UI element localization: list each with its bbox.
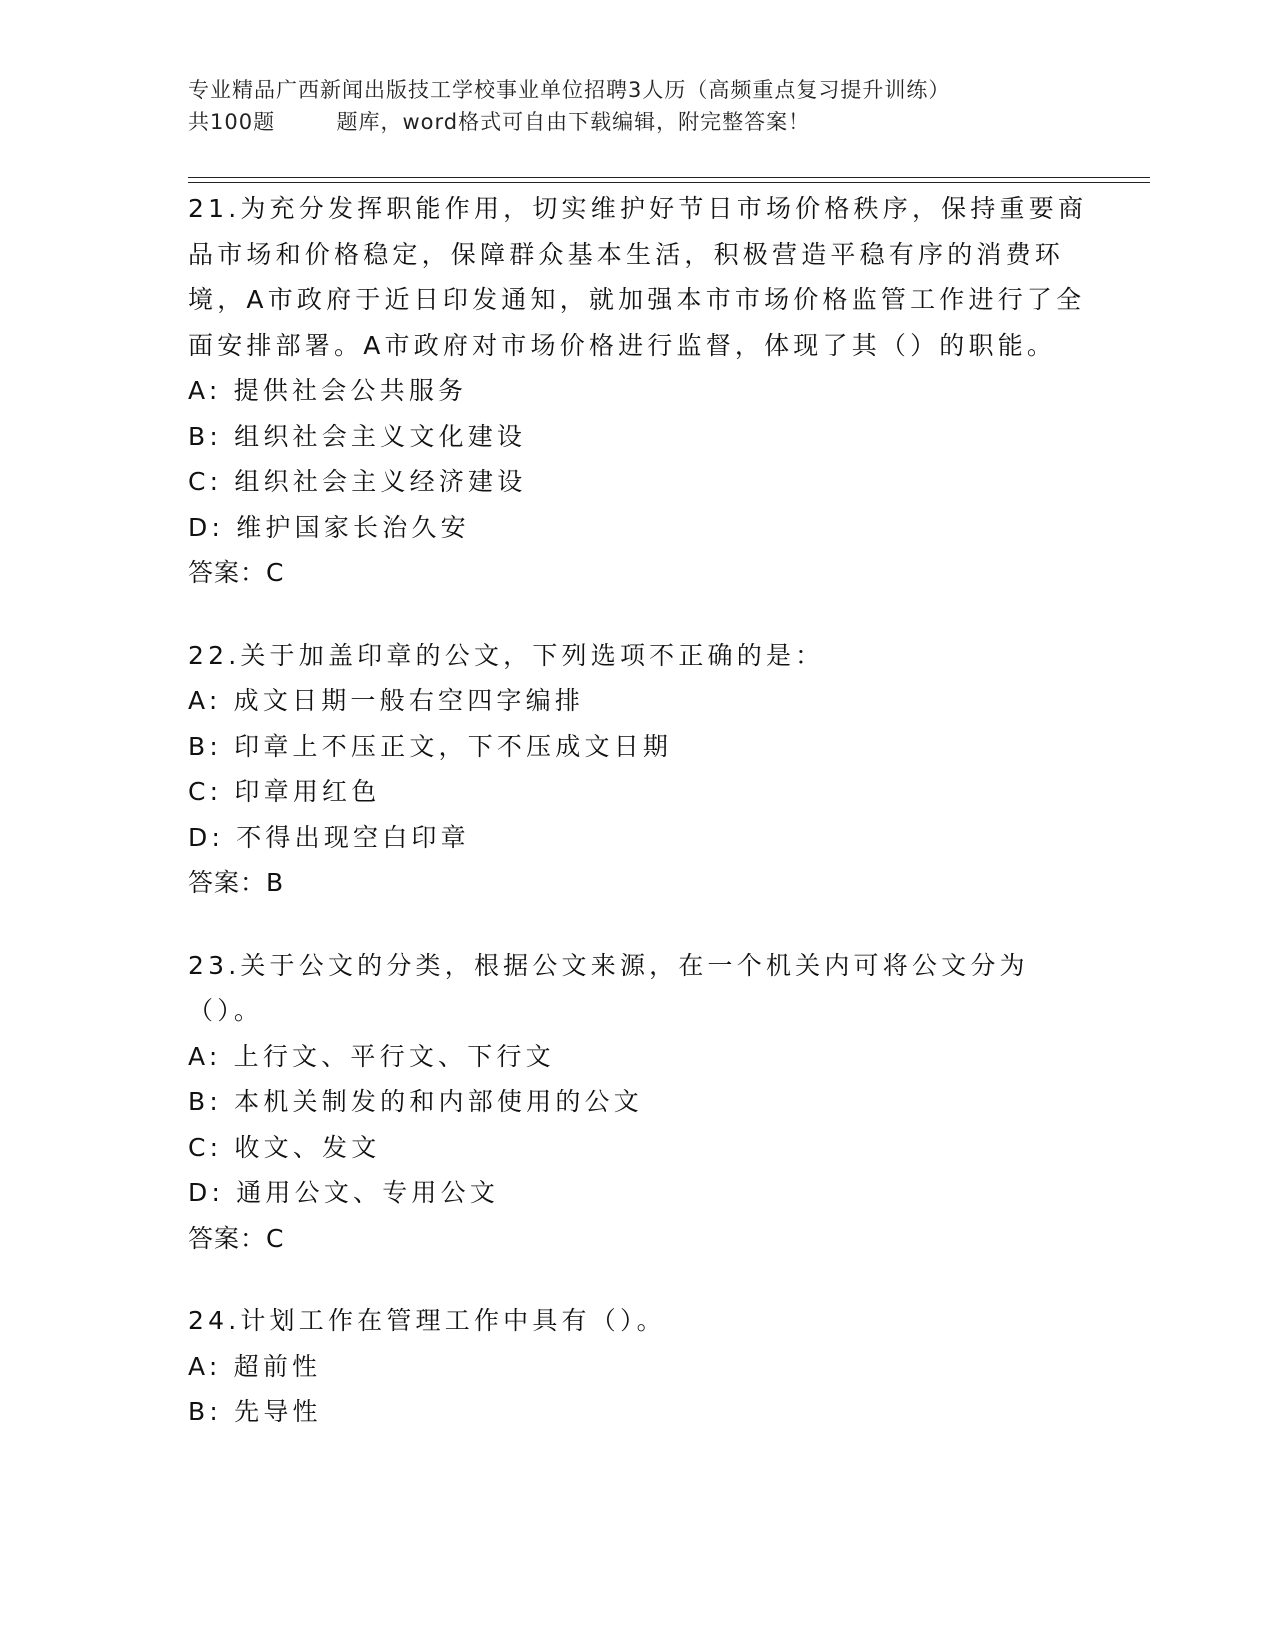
header-title-line2: 共100题 题库，word格式可自由下载编辑，附完整答案！ (188, 110, 811, 134)
answer: 答案：C (188, 558, 285, 587)
answer: 答案：C (188, 1223, 285, 1253)
question-list (188, 186, 1088, 1472)
option-b: B: 组织社会主义文化建设 (188, 421, 527, 451)
option-d: D: 维护国家长治久安 (188, 512, 470, 542)
header-title-line1: 专业精品广西新闻出版技工学校事业单位招聘3人历（高频重点复习提升训练） (188, 78, 951, 102)
question-21 (188, 186, 1088, 596)
option-a: A: 提供社会公共服务 (188, 376, 468, 405)
option-a: A: 上行文、平行文、下行文 (188, 1041, 555, 1071)
option-d: D: 通用公文、专用公文 (188, 1178, 500, 1207)
question-stem: 22.关于加盖印章的公文，下列选项不正确的是： (188, 640, 825, 670)
option-b: B: 本机关制发的和内部使用的公文 (188, 1087, 643, 1116)
option-b: B: 印章上不压正文，下不压成文日期 (188, 731, 673, 761)
question-stem: 24.计划工作在管理工作中具有（）。 (188, 1306, 666, 1335)
question-stem: 21.为充分发挥职能作用，切实维护好节日市场价格秩序，保持重要商品市场和价格稳定，保障群众基本生活，积极营造平稳有序的消费环境，A市政府于近日印发通知，就加强本市市场价格监管工作进行了全面安排部署。A市政府对市场价格进行监督，体现了其（）的职能。 (188, 194, 1088, 360)
question-22 (188, 633, 1088, 906)
option-c: C: 收文、发文 (188, 1132, 381, 1162)
option-b: B: 先导性 (188, 1397, 322, 1426)
option-c: C: 组织社会主义经济建设 (188, 467, 527, 496)
option-c: C: 印章用红色 (188, 777, 381, 806)
answer: 答案：B (188, 868, 285, 897)
option-d: D: 不得出现空白印章 (188, 822, 470, 852)
header-rule-bottom (188, 182, 1150, 183)
header-rule-top (188, 177, 1150, 178)
document-header (188, 74, 1148, 138)
option-a: A: 成文日期一般右空四字编排 (188, 686, 585, 715)
question-23 (188, 943, 1088, 1262)
question-24 (188, 1298, 1088, 1435)
question-stem: 23.关于公文的分类，根据公文来源，在一个机关内可将公文分为（）。 (188, 950, 1029, 1025)
option-a: A: 超前性 (188, 1351, 322, 1381)
